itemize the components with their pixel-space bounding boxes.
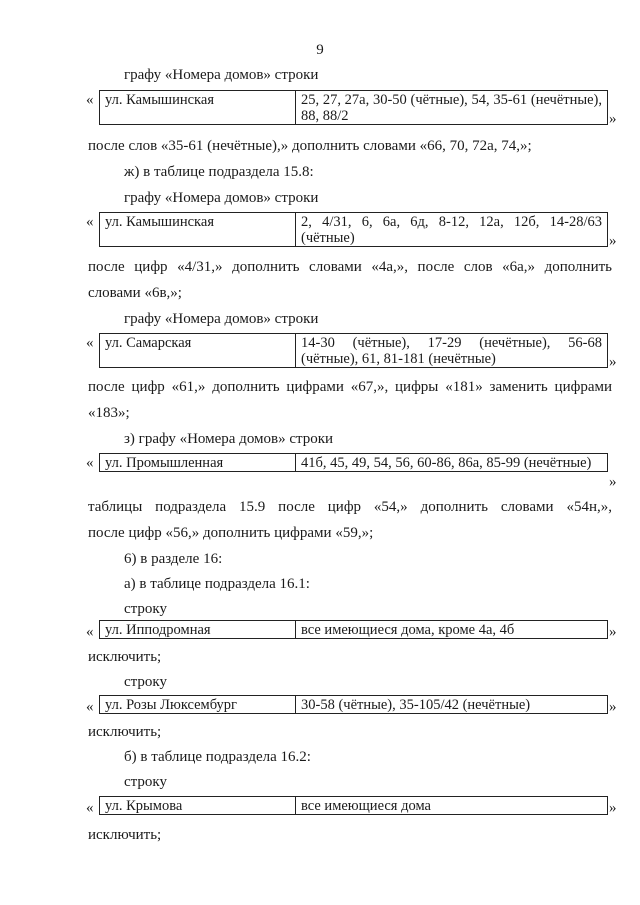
houses-table bbox=[99, 620, 608, 639]
open-quote: « bbox=[86, 455, 94, 471]
section-heading: 6) в разделе 16: bbox=[124, 551, 223, 567]
close-quote: » bbox=[609, 233, 617, 249]
houses-cell: все имеющиеся дома bbox=[296, 797, 608, 815]
houses-cell: все имеющиеся дома, кроме 4а, 4б bbox=[296, 621, 608, 639]
close-quote: » bbox=[609, 624, 617, 640]
close-quote: » bbox=[609, 111, 617, 127]
table-row bbox=[100, 454, 608, 472]
close-quote: » bbox=[609, 474, 617, 490]
paragraph-intro: графу «Номера домов» строки bbox=[124, 190, 319, 206]
paragraph-text: словами «6в,»; bbox=[88, 285, 182, 301]
close-quote: » bbox=[609, 800, 617, 816]
street-cell: ул. Камышинская bbox=[100, 213, 296, 247]
open-quote: « bbox=[86, 624, 94, 640]
street-cell: ул. Ипподромная bbox=[100, 621, 296, 639]
street-cell: ул. Крымова bbox=[100, 797, 296, 815]
street-cell: ул. Самарская bbox=[100, 334, 296, 368]
close-quote: » bbox=[609, 699, 617, 715]
paragraph-intro: строку bbox=[124, 601, 167, 617]
paragraph-text: после слов «35-61 (нечётные),» дополнить словами «66, 70, 72а, 74,»; bbox=[88, 138, 532, 154]
table-row bbox=[100, 213, 608, 247]
page-number: 9 bbox=[316, 42, 324, 58]
houses-table bbox=[99, 90, 608, 125]
open-quote: « bbox=[86, 800, 94, 816]
paragraph-text: исключить; bbox=[88, 827, 162, 843]
subsection-heading: з) графу «Номера домов» строки bbox=[124, 431, 334, 447]
paragraph-text: исключить; bbox=[88, 649, 162, 665]
subsection-heading: б) в таблице подраздела 16.2: bbox=[124, 749, 311, 765]
houses-cell: 2, 4/31, 6, 6а, 6д, 8-12, 12а, 12б, 14-28/63 (чётные) bbox=[296, 213, 608, 247]
open-quote: « bbox=[86, 214, 94, 230]
subsection-heading: а) в таблице подраздела 16.1: bbox=[124, 576, 310, 592]
table-row bbox=[100, 797, 608, 815]
houses-cell: 25, 27, 27а, 30-50 (чётные), 54, 35-61 (нечётные), 88, 88/2 bbox=[296, 91, 608, 125]
paragraph-intro: строку bbox=[124, 774, 167, 790]
houses-cell: 41б, 45, 49, 54, 56, 60-86, 86а, 85-99 (нечётные) bbox=[296, 454, 608, 472]
houses-table bbox=[99, 333, 608, 368]
paragraph-intro: графу «Номера домов» строки bbox=[124, 67, 319, 83]
open-quote: « bbox=[86, 699, 94, 715]
open-quote: « bbox=[86, 335, 94, 351]
paragraph-text: таблицы подраздела 15.9 после цифр «54,» дополнить словами «54н,», bbox=[88, 499, 612, 515]
houses-cell: 14-30 (чётные), 17-29 (нечётные), 56-68 (чётные), 61, 81-181 (нечётные) bbox=[296, 334, 608, 368]
houses-table bbox=[99, 796, 608, 815]
houses-table bbox=[99, 453, 608, 472]
paragraph-intro: строку bbox=[124, 674, 167, 690]
table-row bbox=[100, 91, 608, 125]
table-row bbox=[100, 696, 608, 714]
paragraph-text: после цифр «4/31,» дополнить словами «4а,», после слов «6а,» дополнить bbox=[88, 259, 612, 275]
houses-table bbox=[99, 212, 608, 247]
houses-table bbox=[99, 695, 608, 714]
houses-cell: 30-58 (чётные), 35-105/42 (нечётные) bbox=[296, 696, 608, 714]
table-row bbox=[100, 621, 608, 639]
close-quote: » bbox=[609, 354, 617, 370]
paragraph-text: исключить; bbox=[88, 724, 162, 740]
table-row bbox=[100, 334, 608, 368]
paragraph-text: «183»; bbox=[88, 405, 130, 421]
paragraph-text: после цифр «61,» дополнить цифрами «67,», цифры «181» заменить цифрами bbox=[88, 379, 612, 395]
street-cell: ул. Промышленная bbox=[100, 454, 296, 472]
paragraph-text: после цифр «56,» дополнить цифрами «59,»; bbox=[88, 525, 374, 541]
subsection-heading: ж) в таблице подраздела 15.8: bbox=[124, 164, 314, 180]
street-cell: ул. Розы Люксембург bbox=[100, 696, 296, 714]
open-quote: « bbox=[86, 92, 94, 108]
street-cell: ул. Камышинская bbox=[100, 91, 296, 125]
paragraph-intro: графу «Номера домов» строки bbox=[124, 311, 319, 327]
